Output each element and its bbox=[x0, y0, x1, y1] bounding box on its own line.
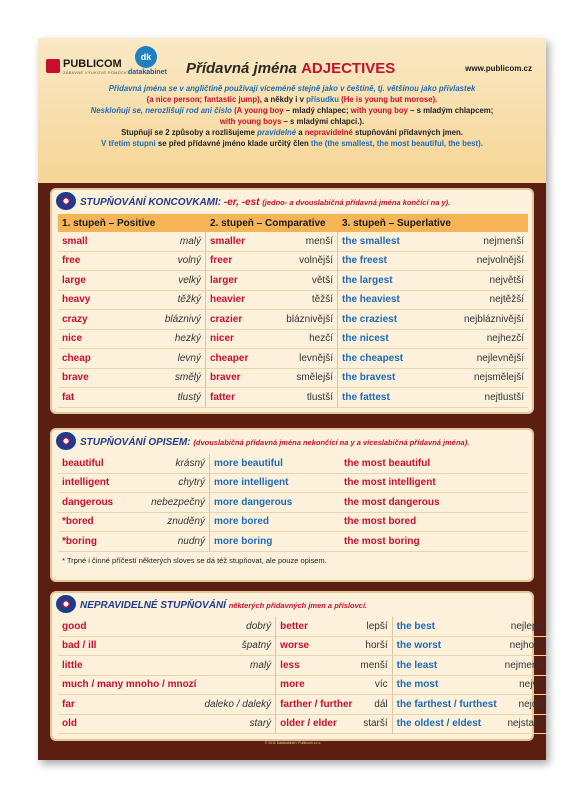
website-url: www.publicom.cz bbox=[465, 64, 532, 73]
table-cell: the craziest bbox=[338, 310, 448, 330]
table-cell: good bbox=[58, 617, 200, 637]
intro-text bbox=[52, 83, 532, 149]
table-cell: fatter bbox=[206, 388, 274, 408]
table-cell: hezký bbox=[120, 330, 206, 350]
table-cell: nejtěžší bbox=[448, 291, 528, 311]
table-cell: nejstarší bbox=[501, 715, 550, 735]
table-cell: old bbox=[58, 715, 200, 735]
table-cell: larger bbox=[206, 271, 274, 291]
intro-text-5c: pravidelné bbox=[257, 128, 297, 137]
intro-text-5e: nepravidelné bbox=[304, 128, 353, 137]
panel-head-irregular bbox=[52, 593, 532, 617]
table-cell bbox=[200, 676, 276, 696]
intro-line-4 bbox=[52, 116, 532, 127]
table-endings-body bbox=[58, 232, 528, 408]
table-cell: fat bbox=[58, 388, 120, 408]
table-cell: the bravest bbox=[338, 369, 448, 389]
table-cell: bláznivý bbox=[120, 310, 206, 330]
header-row bbox=[38, 38, 546, 80]
table-row bbox=[58, 349, 528, 369]
table-cell: the cheapest bbox=[338, 349, 448, 369]
page-title bbox=[186, 60, 395, 77]
intro-text-5d: a bbox=[296, 128, 305, 137]
header-comparative: 2. stupeň – Comparative bbox=[206, 214, 338, 232]
table-row bbox=[58, 532, 528, 552]
table-cell: volnější bbox=[274, 252, 338, 272]
table-row bbox=[58, 388, 528, 408]
uk-flag-icon bbox=[56, 432, 76, 450]
intro-text-4a: with young boys bbox=[219, 117, 282, 126]
table-cell: brave bbox=[58, 369, 120, 389]
table-cell: dangerous bbox=[58, 493, 144, 513]
table-cell: the best bbox=[393, 617, 501, 637]
table-cell: levný bbox=[120, 349, 206, 369]
table-cell: crazy bbox=[58, 310, 120, 330]
table-cell: smělejší bbox=[274, 369, 338, 389]
intro-line-3 bbox=[52, 105, 532, 116]
table-cell: hezčí bbox=[274, 330, 338, 350]
table-cell: nicer bbox=[206, 330, 274, 350]
table-cell: small bbox=[58, 232, 120, 252]
table-cell: tlustý bbox=[120, 388, 206, 408]
intro-line-6 bbox=[52, 138, 532, 149]
brand-subtitle: ZÁBAVNÉ VÝUKOVÉ POMŮCKY bbox=[63, 70, 131, 75]
table-row bbox=[58, 454, 528, 474]
header-positive: 1. stupeň – Positive bbox=[58, 214, 206, 232]
intro-text-5f: stupňování přídavných jmen. bbox=[352, 128, 463, 137]
intro-text-5b: a rozlišujeme bbox=[203, 128, 258, 137]
table-cell: nejlepší bbox=[501, 617, 550, 637]
table-cell: horší bbox=[356, 637, 392, 657]
panel-head-endings bbox=[52, 190, 532, 214]
section-note-irregular: některých přídavných jmen a příslovcí. bbox=[228, 601, 368, 610]
table-cell: víc bbox=[356, 676, 392, 696]
table-periphrastic-body bbox=[58, 454, 528, 552]
intro-text-6a: V třetím stupni bbox=[101, 139, 156, 148]
table-endings bbox=[58, 214, 528, 408]
table-cell: heavier bbox=[206, 291, 274, 311]
table-cell: bad / ill bbox=[58, 637, 200, 657]
table-cell: the most beautiful bbox=[340, 454, 528, 474]
table-row bbox=[58, 676, 549, 696]
table-cell: nejsmělejší bbox=[448, 369, 528, 389]
table-row bbox=[58, 310, 528, 330]
intro-example-1: (a nice person; fantastic jump) bbox=[146, 95, 260, 104]
section-title-periphrastic bbox=[80, 437, 469, 448]
table-cell: older / elder bbox=[276, 715, 356, 735]
intro-text-3c: – mladý chlapec; bbox=[283, 106, 351, 115]
table-cell: the smallest bbox=[338, 232, 448, 252]
title-czech: Přídavná jména bbox=[186, 60, 297, 77]
intro-line-1: Přídavná jména se v angličtině používají víceméně stejně jako v češtině, tj. většinou jako přívlastek bbox=[108, 84, 476, 93]
uk-flag-icon bbox=[56, 595, 76, 613]
intro-text-3e: – s mladým chlapcem; bbox=[407, 106, 494, 115]
intro-text-3a: Neskloňují se, nerozlišují rod ani číslo bbox=[90, 106, 232, 115]
intro-text-6d: the (the smallest, the most beautiful, the best). bbox=[308, 139, 483, 148]
table-cell: nejdál bbox=[501, 695, 550, 715]
table-cell: nice bbox=[58, 330, 120, 350]
table-cell: better bbox=[276, 617, 356, 637]
table-cell: braver bbox=[206, 369, 274, 389]
table-cell: nudný bbox=[144, 532, 210, 552]
table-cell: bláznivější bbox=[274, 310, 338, 330]
datakabinet-label: datakabinet bbox=[128, 69, 167, 76]
table-cell: heavy bbox=[58, 291, 120, 311]
intro-text-2b: , a někdy i v bbox=[259, 95, 307, 104]
panel-comparison-endings bbox=[50, 188, 534, 414]
table-cell: *boring bbox=[58, 532, 144, 552]
table-cell: velký bbox=[120, 271, 206, 291]
table-cell: the oldest / eldest bbox=[393, 715, 501, 735]
table-cell: starý bbox=[200, 715, 276, 735]
table-row bbox=[58, 513, 528, 533]
table-cell: more dangerous bbox=[210, 493, 340, 513]
header-superlative: 3. stupeň – Superlative bbox=[338, 214, 528, 232]
table-cell: dobrý bbox=[200, 617, 276, 637]
footnote: * Trpné i činné příčestí některých sloves se dá též stupňovat, ale pouze opisem. bbox=[62, 555, 327, 565]
table-cell: daleko / daleký bbox=[200, 695, 276, 715]
intro-text-2c: přísudku bbox=[306, 95, 340, 104]
section-title-periphrastic-text: STUPŇOVÁNÍ OPISEM: bbox=[80, 437, 191, 448]
table-cell: volný bbox=[120, 252, 206, 272]
table-irregular-body bbox=[58, 617, 549, 734]
table-cell: more bbox=[276, 676, 356, 696]
table-cell: the farthest / furthest bbox=[393, 695, 501, 715]
table-cell: nejmenší bbox=[448, 232, 528, 252]
table-row bbox=[58, 493, 528, 513]
table-cell: more beautiful bbox=[210, 454, 340, 474]
section-note-endings: (jedno- a dvouslabičná přídavná jména končící na y). bbox=[262, 198, 451, 207]
table-cell: the nicest bbox=[338, 330, 448, 350]
table-cell: tlustší bbox=[274, 388, 338, 408]
table-cell: špatný bbox=[200, 637, 276, 657]
poster-sheet bbox=[38, 38, 546, 760]
table-cell: malý bbox=[120, 232, 206, 252]
table-cell: far bbox=[58, 695, 200, 715]
uk-flag-icon bbox=[56, 192, 76, 210]
table-cell: nebezpečný bbox=[144, 493, 210, 513]
table-cell: nejtlustší bbox=[448, 388, 528, 408]
table-cell: the heaviest bbox=[338, 291, 448, 311]
table-cell: nejvíc bbox=[501, 676, 550, 696]
table-cell: freer bbox=[206, 252, 274, 272]
panel-irregular bbox=[50, 591, 546, 741]
table-cell: beautiful bbox=[58, 454, 144, 474]
brand-name: PUBLICOM bbox=[63, 58, 122, 70]
table-cell: nejhorší bbox=[501, 637, 550, 657]
table-row bbox=[58, 291, 528, 311]
table-cell: much / many mnoho / mnozí bbox=[58, 676, 200, 696]
table-cell: little bbox=[58, 656, 200, 676]
table-row bbox=[58, 656, 549, 676]
table-cell: less bbox=[276, 656, 356, 676]
panel-head-periphrastic bbox=[52, 430, 532, 454]
section-title-endings-text: STUPŇOVÁNÍ KONCOVKAMI: bbox=[80, 197, 222, 208]
table-cell: nejvolnější bbox=[448, 252, 528, 272]
table-cell: the most dangerous bbox=[340, 493, 528, 513]
table-cell: nejhezčí bbox=[448, 330, 528, 350]
table-cell: the most intelligent bbox=[340, 474, 528, 494]
intro-line-5 bbox=[52, 127, 532, 138]
table-cell: nejmenší bbox=[501, 656, 550, 676]
table-row bbox=[58, 695, 549, 715]
publicom-logo-icon bbox=[46, 59, 60, 73]
table-cell: *bored bbox=[58, 513, 144, 533]
table-cell: large bbox=[58, 271, 120, 291]
table-cell: the largest bbox=[338, 271, 448, 291]
table-cell: chytrý bbox=[144, 474, 210, 494]
table-row bbox=[58, 232, 528, 252]
intro-text-4b: – s mladými chlapci.). bbox=[281, 117, 365, 126]
table-periphrastic bbox=[58, 454, 528, 552]
table-cell: cheap bbox=[58, 349, 120, 369]
table-cell: menší bbox=[356, 656, 392, 676]
table-cell: more boring bbox=[210, 532, 340, 552]
table-cell: more bored bbox=[210, 513, 340, 533]
table-cell: znuděný bbox=[144, 513, 210, 533]
section-title-irregular bbox=[80, 600, 367, 611]
table-row bbox=[58, 715, 549, 735]
table-cell: the fattest bbox=[338, 388, 448, 408]
table-cell: levnější bbox=[274, 349, 338, 369]
footer-credits: © 2011 Datakabinet / Publicom s.r.o. bbox=[264, 741, 322, 745]
table-cell: the least bbox=[393, 656, 501, 676]
intro-text-6c: určitý člen bbox=[269, 139, 309, 148]
table-cell: the most bored bbox=[340, 513, 528, 533]
table-row bbox=[58, 369, 528, 389]
table-cell: krásný bbox=[144, 454, 210, 474]
table-cell: smaller bbox=[206, 232, 274, 252]
section-title-endings bbox=[80, 197, 450, 208]
poster-header-area bbox=[38, 38, 546, 183]
table-cell: the most bbox=[393, 676, 501, 696]
table-cell: větší bbox=[274, 271, 338, 291]
table-cell: the worst bbox=[393, 637, 501, 657]
table-cell: smělý bbox=[120, 369, 206, 389]
table-cell: the most boring bbox=[340, 532, 528, 552]
table-row bbox=[58, 474, 528, 494]
panel-comparison-periphrastic bbox=[50, 428, 534, 582]
table-cell: starší bbox=[356, 715, 392, 735]
intro-text-3d: with young boy bbox=[350, 106, 408, 115]
table-cell: more intelligent bbox=[210, 474, 340, 494]
section-title-irregular-text: NEPRAVIDELNÉ STUPŇOVÁNÍ bbox=[80, 600, 226, 611]
title-english: ADJECTIVES bbox=[301, 60, 396, 77]
table-cell: farther / further bbox=[276, 695, 356, 715]
table-cell: cheaper bbox=[206, 349, 274, 369]
table-cell: free bbox=[58, 252, 120, 272]
table-row bbox=[58, 637, 549, 657]
table-row bbox=[58, 252, 528, 272]
table-cell: malý bbox=[200, 656, 276, 676]
section-title-endings-suffix: -er, -est bbox=[221, 197, 260, 208]
table-cell: těžší bbox=[274, 291, 338, 311]
table-cell: největší bbox=[448, 271, 528, 291]
intro-line-2 bbox=[52, 94, 532, 105]
table-row bbox=[58, 271, 528, 291]
table-irregular bbox=[58, 617, 549, 734]
intro-text-5a: Stupňují se 2 způsoby bbox=[121, 128, 204, 137]
intro-example-2: (He is young but morose). bbox=[339, 95, 438, 104]
table-cell: the freest bbox=[338, 252, 448, 272]
table-cell: nejlevnější bbox=[448, 349, 528, 369]
table-cell: dál bbox=[356, 695, 392, 715]
table-cell: crazier bbox=[206, 310, 274, 330]
intro-text-6b: se před přídavné jméno klade bbox=[155, 139, 270, 148]
table-row bbox=[58, 330, 528, 350]
table-cell: worse bbox=[276, 637, 356, 657]
table-cell: nejbláznivější bbox=[448, 310, 528, 330]
table-cell: lepší bbox=[356, 617, 392, 637]
table-cell: intelligent bbox=[58, 474, 144, 494]
datakabinet-logo-icon: dk bbox=[135, 46, 157, 68]
table-cell: těžký bbox=[120, 291, 206, 311]
table-header-row bbox=[58, 214, 528, 232]
section-note-periphrastic: (dvouslabičná přídavná jména nekončící na y a víceslabičná přídavná jména). bbox=[193, 438, 470, 447]
intro-text-3b: (A young boy bbox=[231, 106, 284, 115]
table-row bbox=[58, 617, 549, 637]
table-cell: menší bbox=[274, 232, 338, 252]
